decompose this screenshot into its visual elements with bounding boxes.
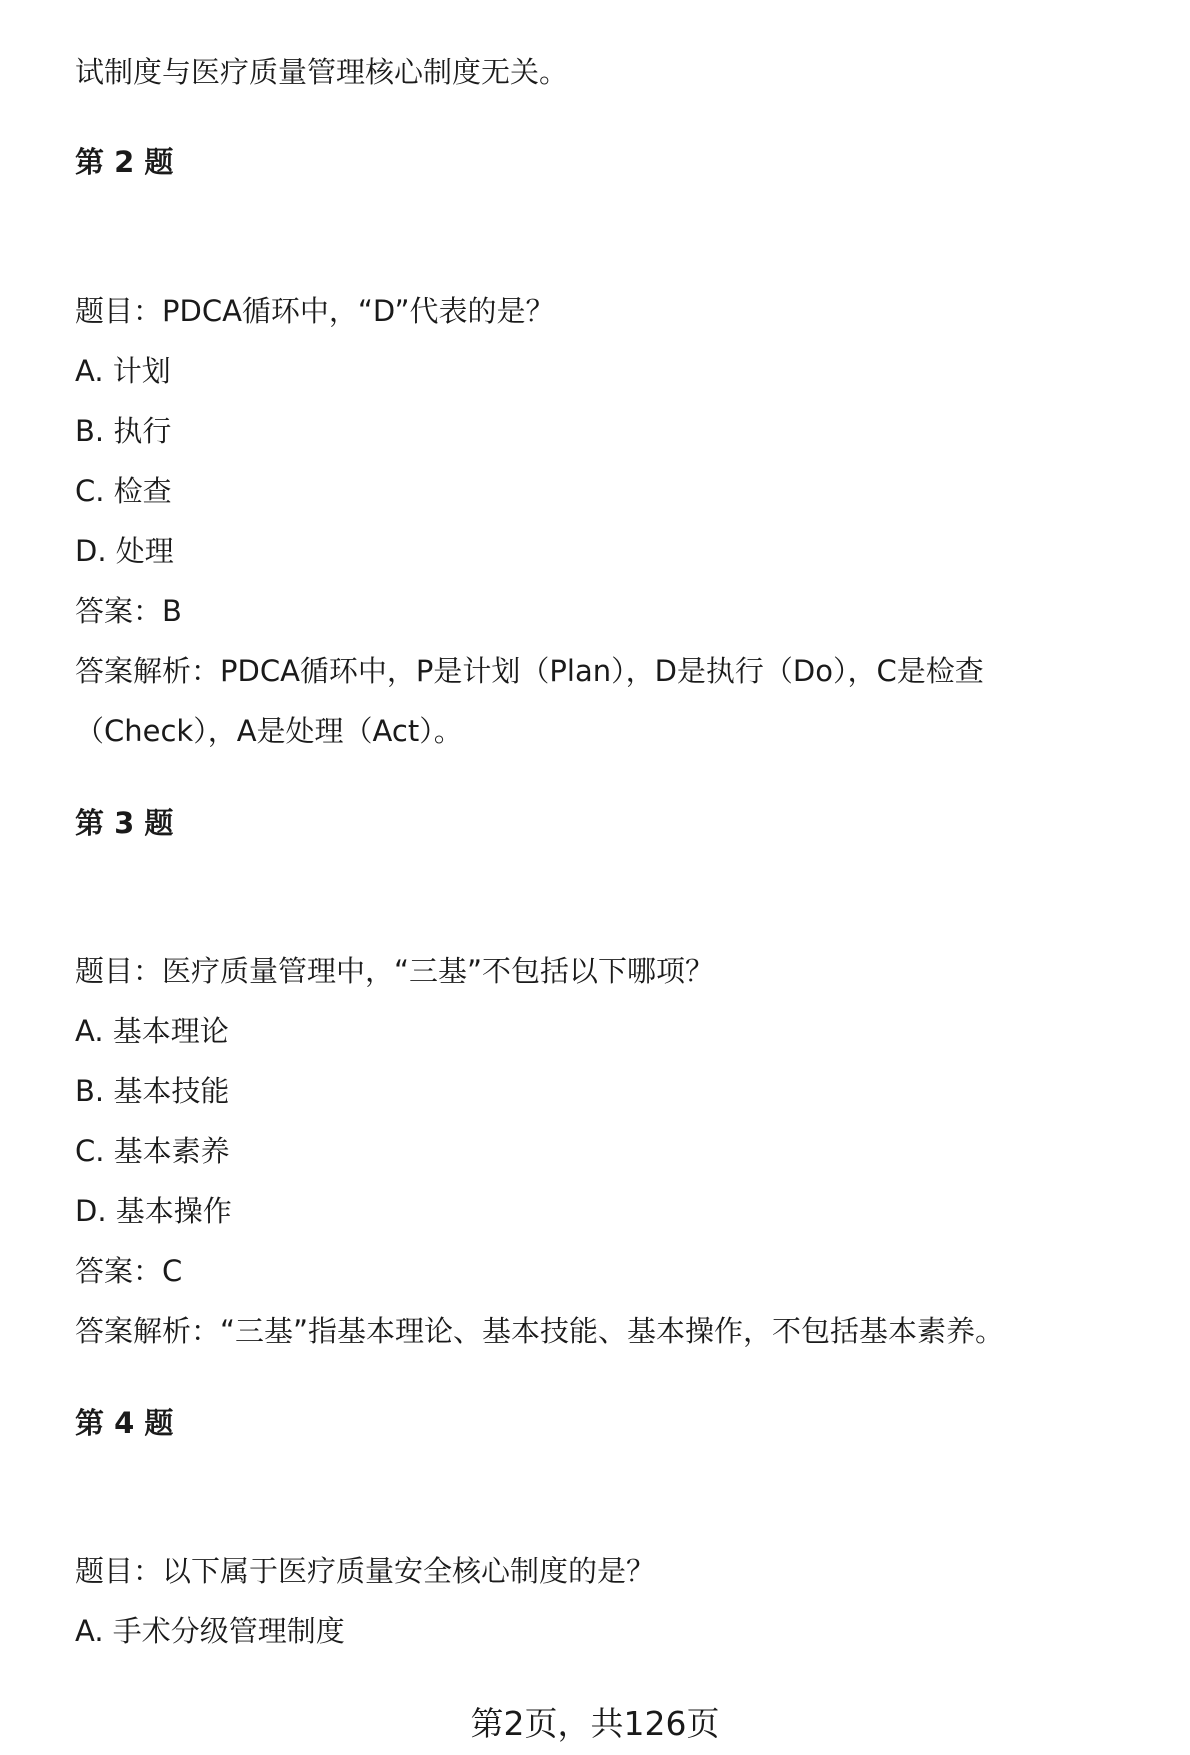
question-2-answer: 答案：B xyxy=(75,594,182,628)
question-2-explanation: 答案解析：PDCA循环中，P是计划（Plan），D是执行（Do），C是检查 xyxy=(75,654,984,688)
question-4-heading: 第 4 题 xyxy=(75,1406,174,1440)
question-2-option-d: D. 处理 xyxy=(75,534,174,568)
question-4-option-a: A. 手术分级管理制度 xyxy=(75,1614,345,1648)
intro-text: 试制度与医疗质量管理核心制度无关。 xyxy=(75,55,569,89)
question-2-heading: 第 2 题 xyxy=(75,145,174,179)
question-2-option-a: A. 计划 xyxy=(75,354,171,388)
page-number-footer: 第2页，共126页 xyxy=(470,1704,720,1743)
question-2-explanation-cont: （Check），A是处理（Act）。 xyxy=(75,714,463,748)
question-3-explanation: 答案解析：“三基”指基本理论、基本技能、基本操作，不包括基本素养。 xyxy=(75,1314,1005,1348)
question-2-stem: 题目：PDCA循环中，“D”代表的是？ xyxy=(75,294,555,328)
question-3-option-a: A. 基本理论 xyxy=(75,1014,229,1048)
question-2-option-c: C. 检查 xyxy=(75,474,172,508)
question-3-option-c: C. 基本素养 xyxy=(75,1134,230,1168)
question-4-stem: 题目：以下属于医疗质量安全核心制度的是？ xyxy=(75,1554,656,1588)
question-2-option-b: B. 执行 xyxy=(75,414,172,448)
question-3-option-d: D. 基本操作 xyxy=(75,1194,232,1228)
question-3-heading: 第 3 题 xyxy=(75,806,174,840)
question-3-option-b: B. 基本技能 xyxy=(75,1074,230,1108)
question-3-stem: 题目：医疗质量管理中，“三基”不包括以下哪项？ xyxy=(75,954,715,988)
question-3-answer: 答案：C xyxy=(75,1254,183,1288)
